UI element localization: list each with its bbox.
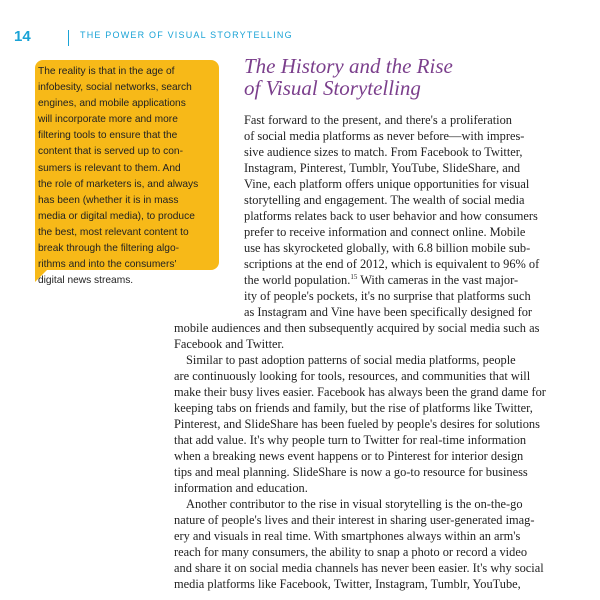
body-line-text: With cameras in the vast major- — [357, 273, 519, 287]
body-line: Instagram, Pinterest, Tumblr, YouTube, SlideShare, and — [244, 161, 521, 175]
callout-line: has been (whether it is in mass — [38, 194, 179, 206]
callout-line: digital news streams. — [38, 275, 134, 287]
callout-line: the role of marketers is, and always — [38, 178, 199, 190]
callout-line: will incorporate more and more — [38, 114, 178, 126]
body-line: reach for many consumers, the ability to snap a photo or record a video — [174, 545, 528, 559]
callout-line: infobesity, social networks, search — [38, 82, 192, 94]
callout-line: sumers is relevant to them. And — [38, 162, 181, 174]
body-line: nature of people's lives and their interest in sharing user-generated imag- — [174, 513, 535, 527]
section-title-line: of Visual Storytelling — [244, 76, 421, 100]
body-line: ity of people's pockets, it's no surprise that platforms such — [244, 289, 531, 303]
callout-line: The reality is that in the age of — [38, 66, 175, 77]
body-line: information and education. — [174, 481, 308, 495]
page-number: 14 — [14, 28, 31, 45]
body-line: are continuously looking for tools, resources, and communities that will — [174, 369, 531, 383]
callout-line: content that is served up to con- — [38, 146, 183, 158]
running-head: THE POWER OF VISUAL STORYTELLING — [80, 30, 293, 40]
section-title-line: The History and the Rise — [244, 54, 453, 78]
body-line: platforms relates back to user behavior and how consumers — [244, 209, 538, 223]
body-line: keeping tabs on friends and family, but the rise of platforms like Twitter, — [174, 401, 533, 415]
callout-line: media or digital media), to produce — [38, 210, 195, 222]
body-line: as Instagram and Vine have been specifically designed for — [244, 305, 533, 319]
body-line: media platforms like Facebook, Twitter, Instagram, Tumblr, YouTube, — [174, 577, 521, 591]
body-line: sive audience sizes to match. From Facebook to Twitter, — [244, 145, 523, 159]
body-line: Another contributor to the rise in visual storytelling is the on-the-go — [186, 497, 523, 511]
body-line: and share it on social media channels has never been easier. It's why social — [174, 561, 544, 575]
body-line-text: the world population. — [244, 273, 351, 287]
callout-line: filtering tools to ensure that the — [38, 130, 178, 142]
body-line: storytelling and engagement. The wealth of social media — [244, 193, 525, 207]
body-line: make their busy lives easier. Facebook has always been the grand dame for — [174, 385, 546, 399]
body-line: Pinterest, and SlideShare has been fueled by people's desires for solutions — [174, 417, 540, 431]
callout-line: break through the filtering algo- — [38, 243, 180, 255]
callout-line: rithms and into the consumers' — [38, 259, 177, 271]
footnote-marker: 15 — [350, 272, 358, 281]
body-line: tips and meal planning. SlideShare is now a go-to resource for business — [174, 465, 528, 479]
body-line: ery and visuals in real time. With smartphones always within an arm's — [174, 529, 521, 543]
body-line-with-footnote — [244, 272, 519, 288]
body-line: that add value. It's why people turn to Twitter for real-time information — [174, 433, 527, 447]
body-line: of social media platforms as never before—with impres- — [244, 129, 525, 143]
body-line: mobile audiences and then subsequently acquired by social media such as — [174, 321, 540, 335]
callout-line: the best, most relevant content to — [38, 226, 189, 238]
callout-line: engines, and mobile applications — [38, 98, 186, 110]
body-line: Similar to past adoption patterns of social media platforms, people — [186, 353, 516, 367]
body-line: when a breaking news event happens or to Pinterest for interior design — [174, 449, 524, 463]
body-line: Vine, each platform offers unique opportunities for visual — [244, 177, 530, 191]
body-line: scriptions at the end of 2012, which is equivalent to 96% of — [244, 257, 540, 271]
body-line: use has skyrocketed globally, with 6.8 billion mobile sub- — [244, 241, 531, 255]
body-line: Facebook and Twitter. — [174, 337, 285, 351]
body-line: prefer to receive information and connect online. Mobile — [244, 225, 526, 239]
body-line: Fast forward to the present, and there's a proliferation — [244, 113, 512, 127]
